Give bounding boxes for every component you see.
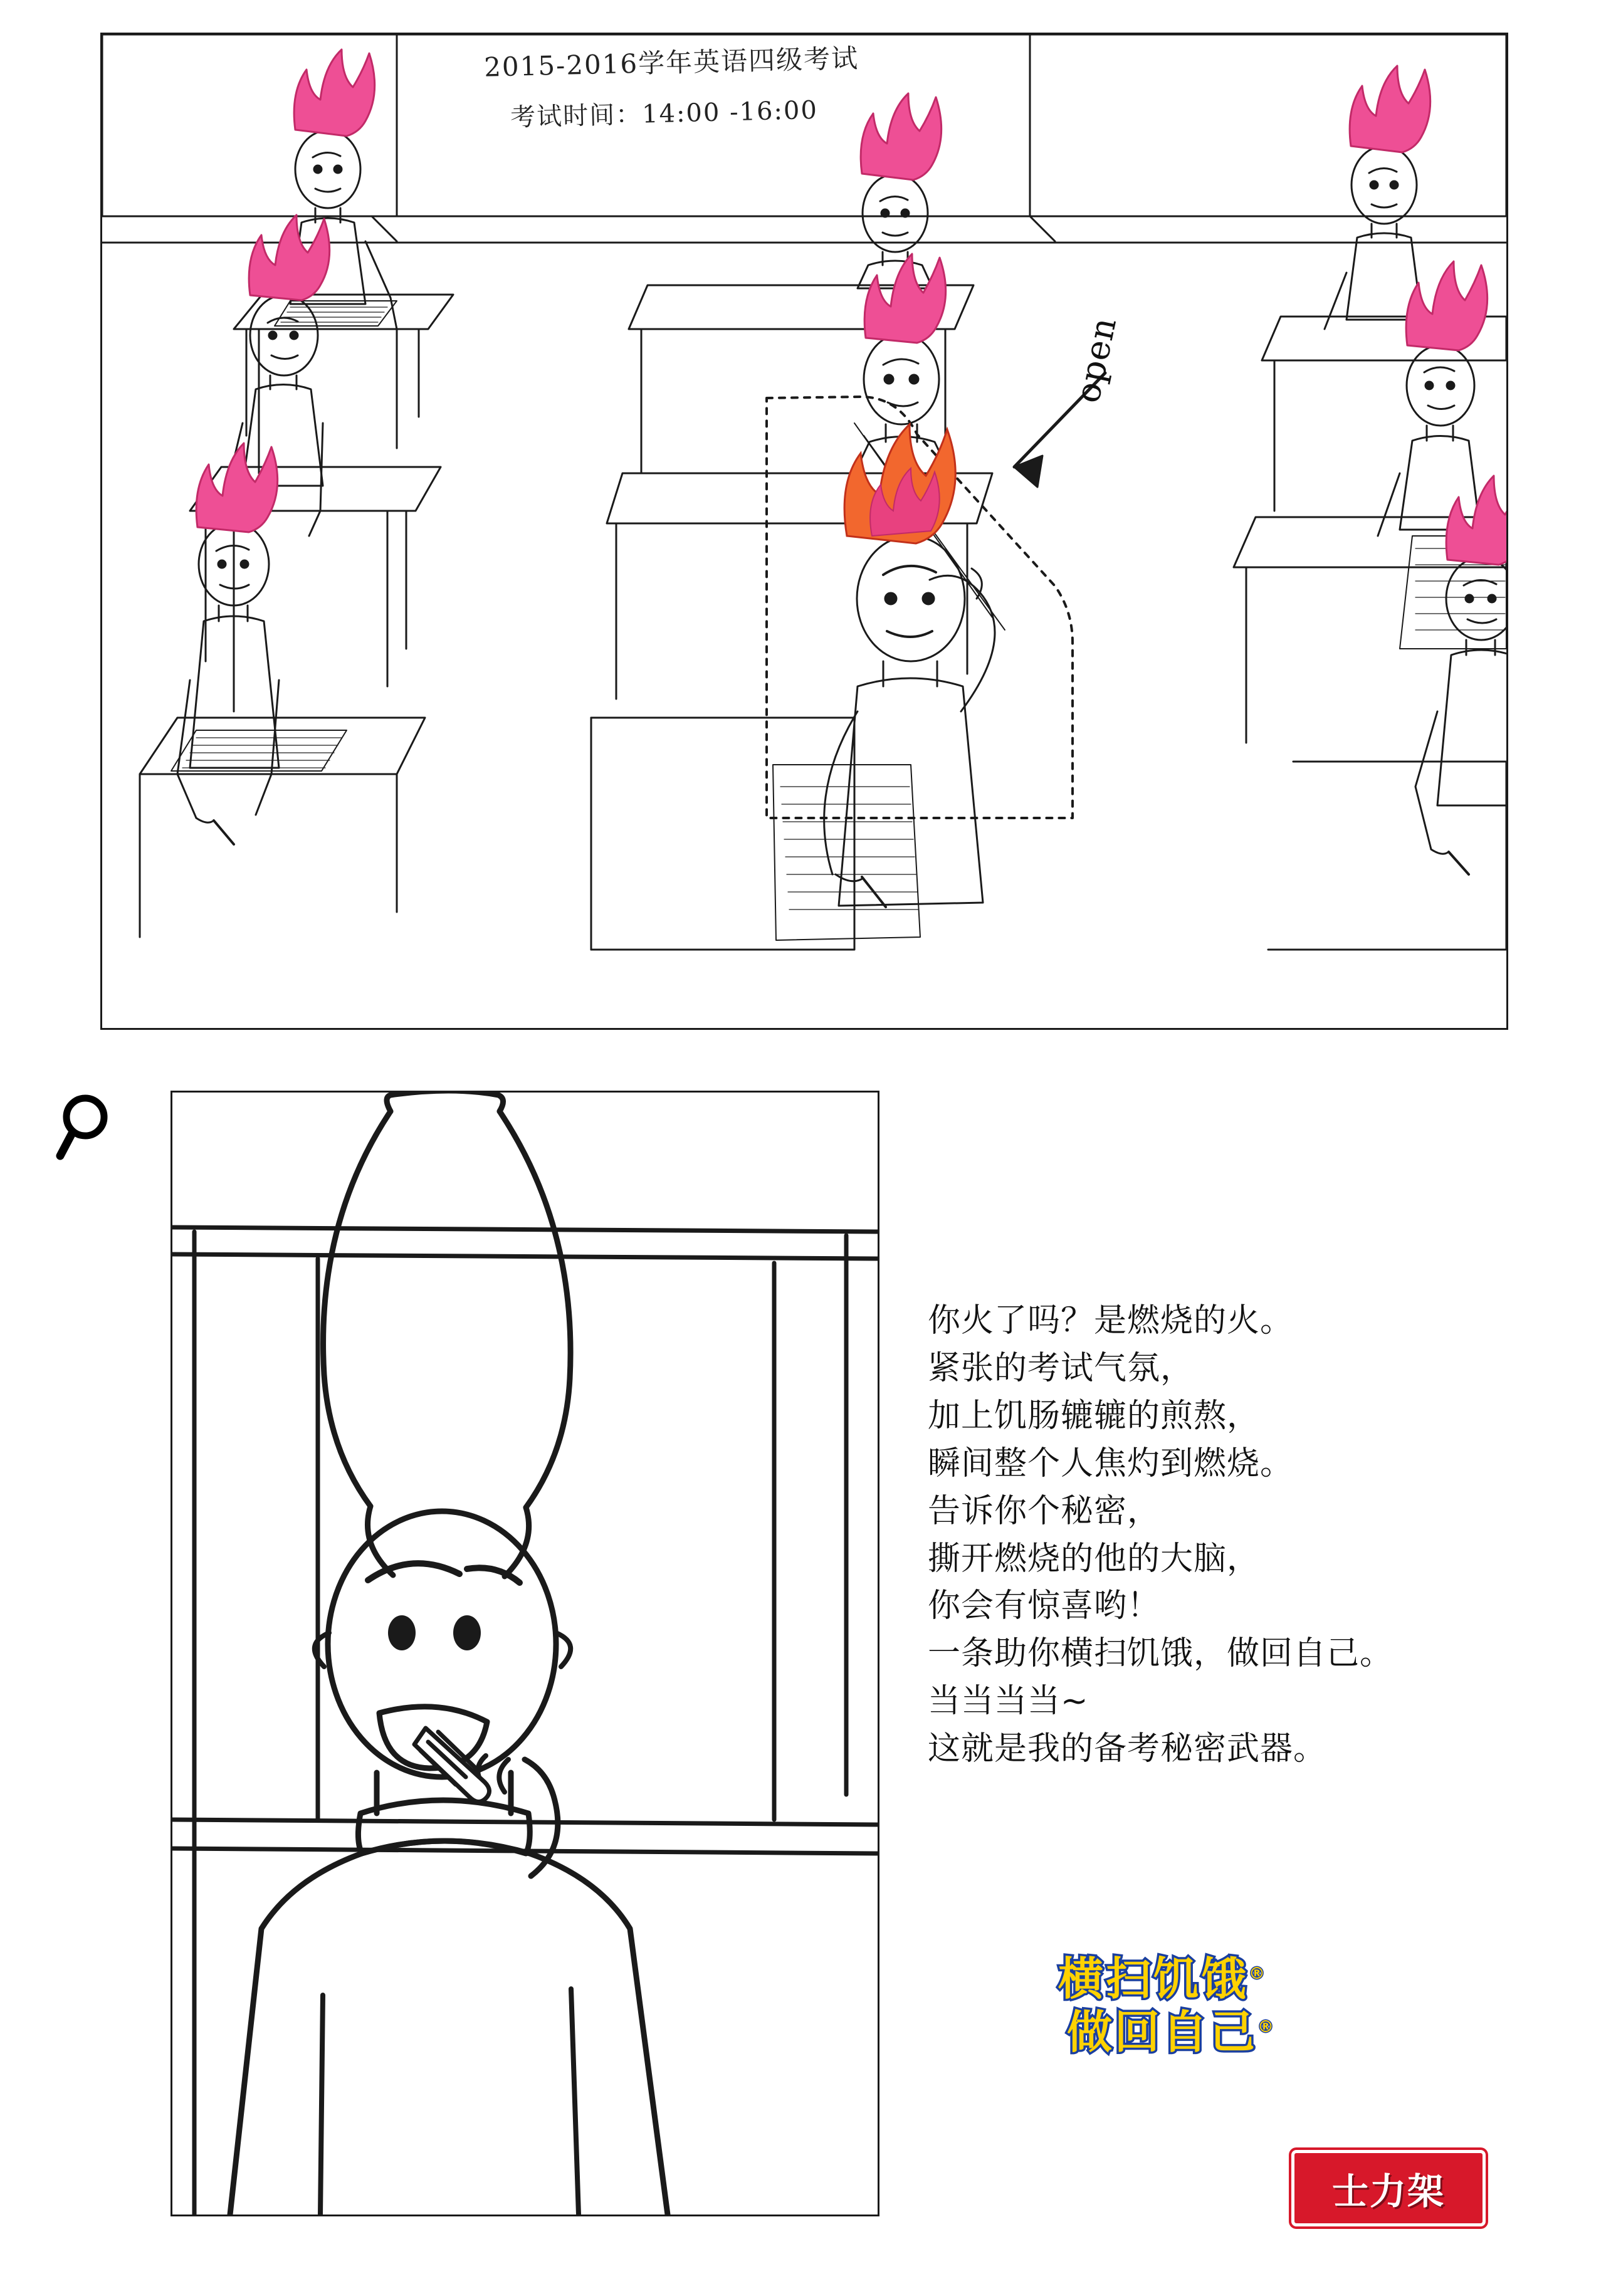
blackboard-line-1: 2015-2016学年英语四级考试 <box>483 43 859 83</box>
copy-line-2: 紧张的考试气氛， <box>928 1349 1194 1387</box>
slogan-line-2-text: 做回自己 <box>1066 2005 1257 2058</box>
copy-line-6: 撕开燃烧的他的大脑， <box>928 1539 1261 1578</box>
open-annotation-label: open <box>1068 313 1125 407</box>
blackboard-handwriting <box>483 34 987 134</box>
top-comic-panel <box>100 33 1508 1030</box>
snickers-logo <box>1291 2150 1486 2226</box>
copy-line-9: 当当当当~ <box>928 1682 1089 1721</box>
classroom-scene-drawing <box>102 34 1506 1028</box>
slogan-line-2 <box>986 2006 1357 2059</box>
slogan-line-1-text: 横扫饥饿 <box>1058 1953 1249 2005</box>
copy-line-8: 一条助你横扫饥饿，做回自己。 <box>928 1635 1393 1673</box>
brand-slogan <box>968 1953 1357 2059</box>
copy-line-10: 这就是我的备考秘密武器。 <box>928 1730 1327 1768</box>
logo-text: 士力架 <box>1331 2170 1445 2213</box>
zoom-panel <box>171 1091 879 2216</box>
copy-line-7: 你会有惊喜哟！ <box>928 1587 1161 1625</box>
slogan-line-1 <box>968 1953 1357 2006</box>
copy-line-3: 加上饥肠辘辘的煎熬， <box>928 1397 1261 1435</box>
copy-line-4: 瞬间整个人焦灼到燃烧。 <box>928 1444 1294 1482</box>
slogan-line-1-reg: ® <box>1249 1964 1267 1983</box>
page-title <box>0 0 1 1</box>
slogan-line-2-reg: ® <box>1257 2017 1276 2037</box>
copy-line-1: 你火了吗？是燃烧的火。 <box>928 1302 1294 1339</box>
copy-line-5: 告诉你个秘密， <box>928 1492 1161 1530</box>
blackboard-line-2: 考试时间：14:00 -16:00 <box>510 95 819 132</box>
ad-copy-block <box>928 1297 1504 1773</box>
zoomed-drawing <box>172 1093 878 2215</box>
magnifier-icon <box>55 1091 130 1166</box>
